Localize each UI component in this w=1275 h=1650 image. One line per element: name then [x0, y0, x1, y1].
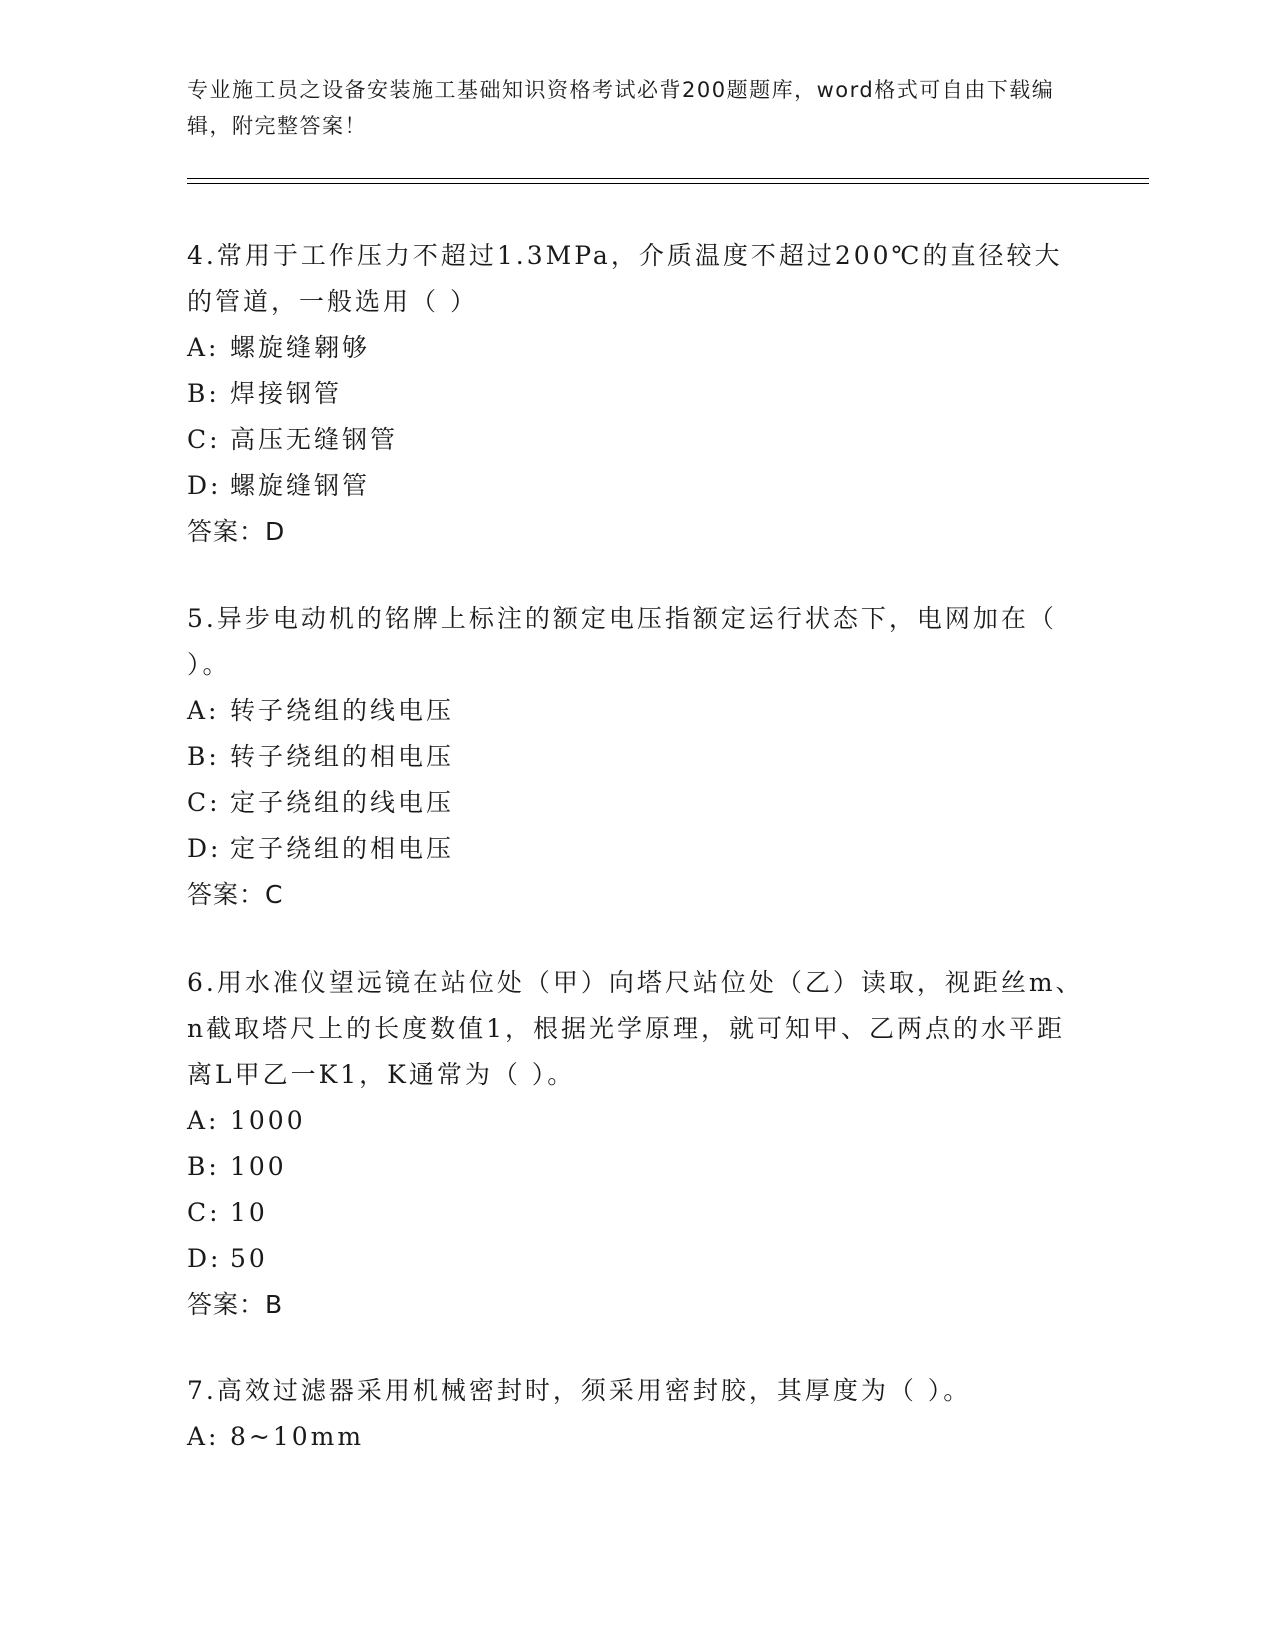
option-key: A:	[187, 1106, 220, 1135]
option-b	[187, 734, 1087, 780]
option-key: C:	[187, 1198, 221, 1227]
question-4	[187, 233, 1087, 555]
option-a	[187, 325, 1087, 371]
question-5	[187, 596, 1087, 918]
option-key: C:	[187, 788, 221, 817]
option-key: B:	[187, 1152, 220, 1181]
question-stem: 7.高效过滤器采用机械密封时，须采用密封胶，其厚度为（ ）。	[187, 1376, 972, 1405]
option-d	[187, 463, 1087, 509]
question-6	[187, 960, 1087, 1328]
question-stem: 4.常用于工作压力不超过1.3MPa，介质温度不超过200℃的直径较大的管道，一般选用（ ）	[187, 241, 1063, 316]
option-key: D:	[187, 471, 222, 500]
answer-line: 答案：B	[187, 1290, 284, 1319]
option-c	[187, 1190, 1087, 1236]
option-key: A:	[187, 696, 220, 725]
header-divider-bottom	[187, 183, 1149, 184]
answer-line: 答案：C	[187, 880, 284, 909]
option-text: 螺旋缝钢管	[230, 471, 371, 500]
option-key: B:	[187, 379, 220, 408]
option-key: A:	[187, 333, 220, 362]
option-text: 转子绕组的相电压	[230, 742, 455, 771]
option-key: B:	[187, 742, 220, 771]
option-text: 100	[230, 1152, 287, 1181]
header-divider-top	[187, 178, 1149, 179]
option-text: 高压无缝钢管	[230, 425, 399, 454]
option-text: 转子绕组的线电压	[230, 696, 455, 725]
option-key: C:	[187, 425, 221, 454]
option-a	[187, 1414, 1087, 1460]
answer-line: 答案：D	[187, 517, 286, 546]
option-c	[187, 417, 1087, 463]
option-text: 1000	[230, 1106, 306, 1135]
option-text: 螺旋缝翱够	[230, 333, 371, 362]
document-header: 专业施工员之设备安装施工基础知识资格考试必背200题题库，word格式可自由下载编辑，附完整答案！	[187, 78, 1055, 138]
option-d	[187, 826, 1087, 872]
question-7	[187, 1368, 1087, 1460]
question-stem: 6.用水准仪望远镜在站位处（甲）向塔尺站位处（乙）读取，视距丝m、n截取塔尺上的长度数值1，根据光学原理，就可知甲、乙两点的水平距离L甲乙一K1，K通常为（ ）。	[187, 968, 1084, 1089]
option-key: A:	[187, 1422, 220, 1451]
option-text: 定子绕组的相电压	[230, 834, 455, 863]
option-c	[187, 780, 1087, 826]
option-d	[187, 1236, 1087, 1282]
option-b	[187, 1144, 1087, 1190]
option-text: 10	[230, 1198, 268, 1227]
option-key: D:	[187, 834, 222, 863]
option-key: D:	[187, 1244, 222, 1273]
option-text: 8~10mm	[230, 1422, 365, 1451]
option-text: 50	[230, 1244, 268, 1273]
option-a	[187, 688, 1087, 734]
option-a	[187, 1098, 1087, 1144]
question-stem: 5.异步电动机的铭牌上标注的额定电压指额定运行状态下，电网加在（ ）。	[187, 604, 1057, 679]
option-b	[187, 371, 1087, 417]
option-text: 定子绕组的线电压	[230, 788, 455, 817]
option-text: 焊接钢管	[230, 379, 343, 408]
